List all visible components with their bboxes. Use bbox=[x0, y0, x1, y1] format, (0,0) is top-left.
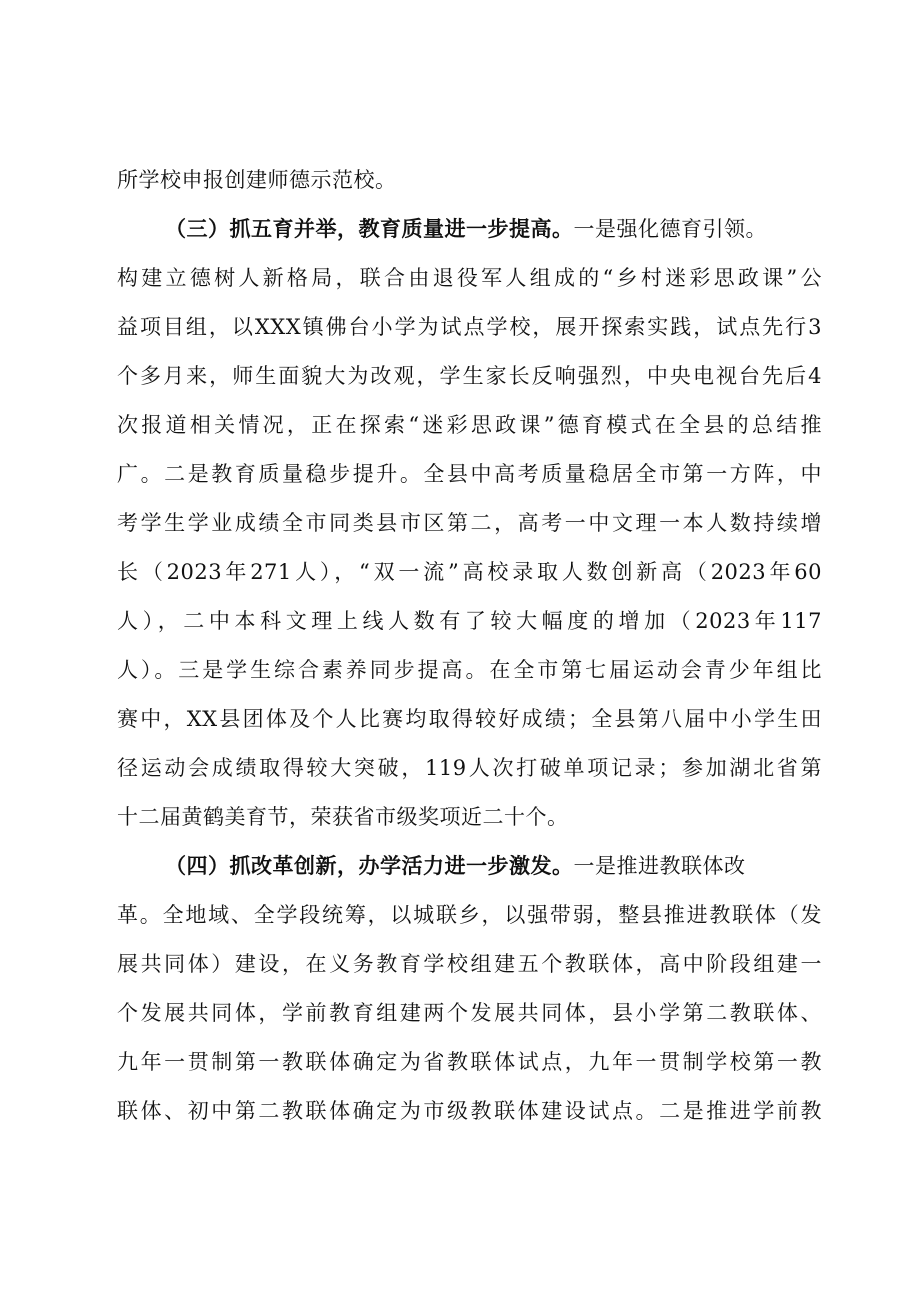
line-text: 次报道相关情况，正在探索“迷彩思政课”德育模式在全县的总结推 bbox=[117, 413, 822, 437]
line-text: 十二届黄鹤美育节，荣获省市级奖项近二十个。 bbox=[117, 805, 569, 829]
paragraph-line bbox=[117, 601, 822, 641]
paragraph-line bbox=[117, 307, 822, 347]
line-text: 革。全地域、全学段统筹，以城联乡，以强带弱，整县推进教联体（发 bbox=[117, 903, 822, 927]
paragraph-line bbox=[117, 258, 822, 298]
line-text: 益项目组，以XXX镇佛台小学为试点学校，展开探索实践，试点先行3 bbox=[117, 315, 822, 339]
line-text: 构建立德树人新格局，联合由退役军人组成的“乡村迷彩思政课”公 bbox=[117, 266, 822, 290]
paragraph-line bbox=[117, 699, 822, 739]
section-heading: （四）抓改革创新，办学活力进一步激发。 bbox=[165, 853, 574, 878]
line-text: 一是强化德育引领。 bbox=[573, 217, 767, 241]
paragraph-line bbox=[117, 1042, 822, 1082]
paragraph-line bbox=[117, 356, 822, 396]
paragraph-line bbox=[117, 650, 822, 690]
paragraph-line bbox=[117, 944, 822, 984]
line-text: 赛中，XX县团体及个人比赛均取得较好成绩；全县第八届中小学生田 bbox=[117, 707, 822, 731]
line-text: 人），二中本科文理上线人数有了较大幅度的增加（2023年117 bbox=[117, 609, 822, 633]
line-text: 长（2023年271人），“双一流”高校录取人数创新高（2023年60 bbox=[117, 560, 822, 584]
paragraph-line bbox=[117, 552, 822, 592]
paragraph-line bbox=[117, 160, 397, 200]
line-text: 一是推进教联体改 bbox=[573, 854, 746, 878]
paragraph-line bbox=[117, 748, 822, 788]
line-text: 考学生学业成绩全市同类县市区第二，高考一中文理一本人数持续增 bbox=[117, 511, 822, 535]
paragraph-line bbox=[117, 454, 822, 494]
paragraph-line bbox=[117, 797, 569, 837]
paragraph-line bbox=[117, 1091, 822, 1131]
line-text: 个发展共同体，学前教育组建两个发展共同体，县小学第二教联体、 bbox=[117, 1001, 822, 1025]
line-text: 人）。三是学生综合素养同步提高。在全市第七届运动会青少年组比 bbox=[117, 658, 822, 682]
paragraph-line bbox=[117, 405, 822, 445]
section-heading: （三）抓五育并举，教育质量进一步提高。 bbox=[165, 216, 574, 241]
line-text: 展共同体）建设，在义务教育学校组建五个教联体，高中阶段组建一 bbox=[117, 952, 822, 976]
line-text: 九年一贯制第一教联体确定为省教联体试点，九年一贯制学校第一教 bbox=[117, 1050, 822, 1074]
paragraph-line bbox=[117, 503, 822, 543]
line-text: 联体、初中第二教联体确定为市级教联体建设试点。二是推进学前教 bbox=[117, 1099, 822, 1123]
paragraph-line bbox=[117, 895, 822, 935]
line-text: 广。二是教育质量稳步提升。全县中高考质量稳居全市第一方阵，中 bbox=[117, 462, 822, 486]
paragraph-line bbox=[117, 993, 822, 1033]
line-text: 所学校申报创建师德示范校。 bbox=[117, 168, 397, 192]
section-heading-line bbox=[165, 846, 746, 886]
section-heading-line bbox=[165, 209, 767, 249]
line-text: 个多月来，师生面貌大为改观，学生家长反响强烈，中央电视台先后4 bbox=[117, 364, 822, 388]
line-text: 径运动会成绩取得较大突破，119人次打破单项记录；参加湖北省第 bbox=[117, 756, 822, 780]
